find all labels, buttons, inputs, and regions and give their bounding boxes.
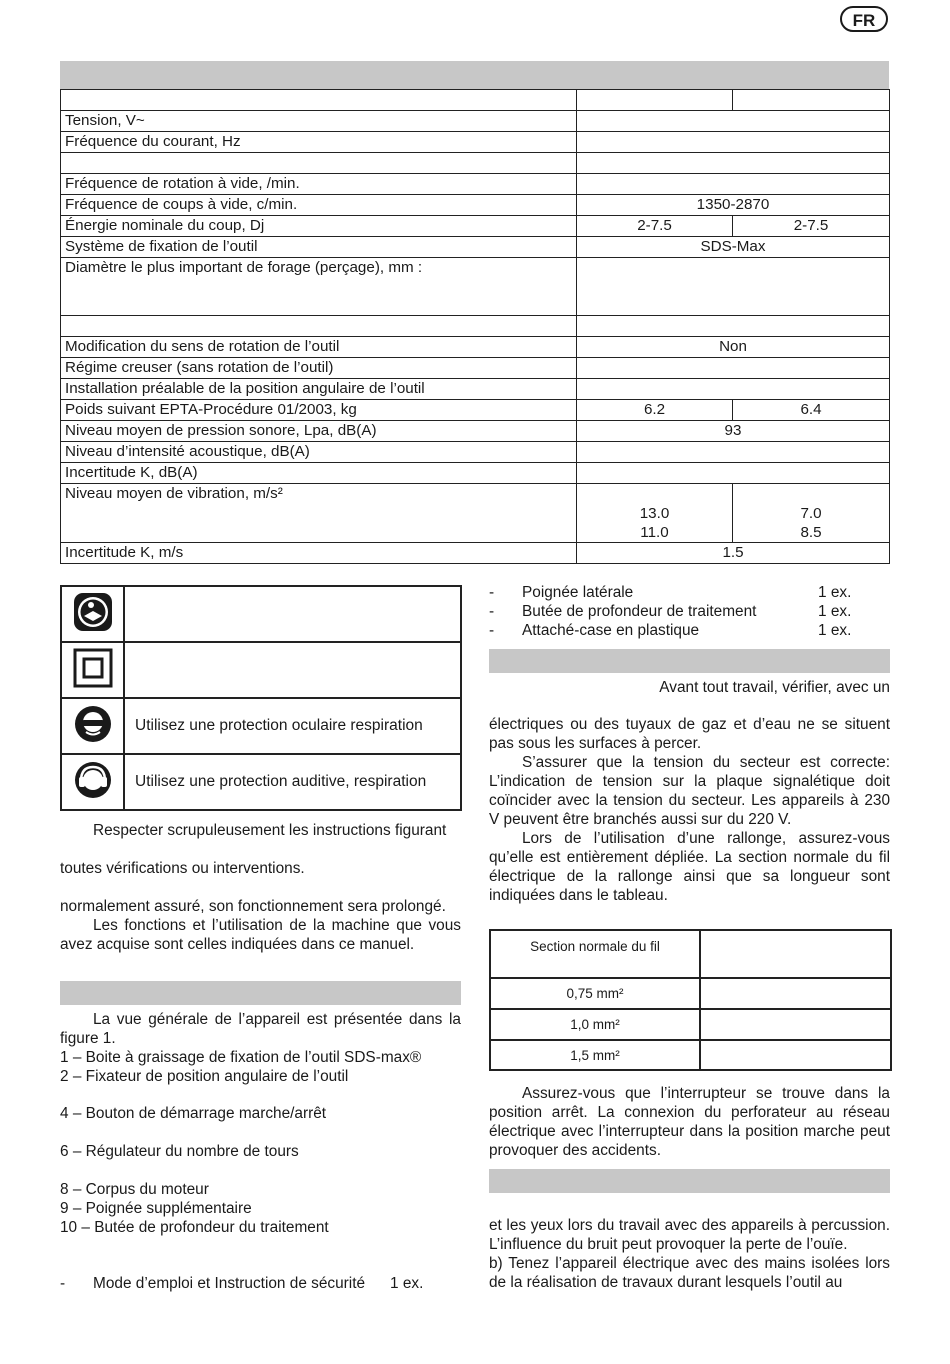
spec-value bbox=[577, 174, 890, 195]
spec-label: Tension, V~ bbox=[61, 111, 577, 132]
paragraph-line: toutes vérifications ou interventions. bbox=[60, 860, 305, 877]
spec-label: Installation préalable de la position angulaire de l’outil bbox=[61, 379, 577, 400]
language-badge: FR bbox=[840, 6, 888, 32]
table-row bbox=[61, 484, 890, 543]
spec-label: Fréquence de rotation à vide, /min. bbox=[61, 174, 577, 195]
spec-value bbox=[577, 258, 890, 316]
table-row bbox=[61, 195, 890, 216]
table-row bbox=[61, 111, 890, 132]
parts-list-item: 2 – Fixateur de position angulaire de l’outil bbox=[60, 1068, 349, 1085]
spec-value: 6.4 bbox=[733, 400, 890, 421]
spec-label: Régime creuser (sans rotation de l’outil) bbox=[61, 358, 577, 379]
paragraph: Assurez-vous que l’interrupteur se trouve dans la position arrêt. La connexion du perforateur au réseau électrique avec l’interrupteur dans la position marche peut provoquer des accidents. bbox=[489, 1085, 890, 1159]
wire-table-cell: 1,5 mm² bbox=[490, 1040, 700, 1070]
table-row bbox=[61, 216, 890, 237]
accessory-name: Poignée latérale bbox=[522, 584, 634, 601]
parts-list-item: 8 – Corpus du moteur bbox=[60, 1181, 209, 1198]
symbol-description: Utilisez une protection auditive, respiration bbox=[124, 754, 461, 810]
double-insulation-icon bbox=[61, 642, 124, 698]
spec-value: 7.0 bbox=[800, 505, 822, 522]
accessory-qty: 1 ex. bbox=[818, 584, 852, 601]
spec-value: 1350-2870 bbox=[577, 195, 890, 216]
section-bar-specs bbox=[60, 61, 889, 89]
spec-label bbox=[61, 90, 577, 111]
spec-label: Poids suivant EPTA-Procédure 01/2003, kg bbox=[61, 400, 577, 421]
spec-value: 8.5 bbox=[800, 524, 822, 541]
spec-value-cell bbox=[577, 484, 733, 543]
section-bar-safety bbox=[489, 649, 890, 673]
spec-label: Niveau d’intensité acoustique, dB(A) bbox=[61, 442, 577, 463]
spec-value bbox=[577, 111, 890, 132]
spec-label bbox=[61, 316, 577, 337]
accessory-name: Butée de profondeur de traitement bbox=[522, 603, 757, 620]
spec-value bbox=[577, 90, 733, 111]
symbol-description: Utilisez une protection oculaire respiration bbox=[124, 698, 461, 754]
table-row bbox=[61, 463, 890, 484]
spec-label: Niveau moyen de pression sonore, Lpa, dB(A) bbox=[61, 421, 577, 442]
spec-value bbox=[577, 132, 890, 153]
spec-value bbox=[577, 442, 890, 463]
spec-label: Incertitude K, dB(A) bbox=[61, 463, 577, 484]
paragraph: Lors de l’utilisation d’une rallonge, assurez-vous qu’elle est entièrement dépliée. La section normale du fil électrique de la rallonge ainsi que sa longueur sont indiquées dans le tableau. bbox=[489, 830, 890, 904]
parts-list-item: 6 – Régulateur du nombre de tours bbox=[60, 1143, 299, 1160]
table-row bbox=[61, 153, 890, 174]
specifications-table bbox=[60, 89, 890, 564]
table-row bbox=[61, 543, 890, 564]
spec-value: 2-7.5 bbox=[577, 216, 733, 237]
spec-label: Système de fixation de l’outil bbox=[61, 237, 577, 258]
wire-table-cell bbox=[700, 978, 891, 1009]
spec-label: Fréquence de coups à vide, c/min. bbox=[61, 195, 577, 216]
accessory-name: Mode d’emploi et Instruction de sécurité bbox=[93, 1275, 366, 1292]
paragraph: électriques ou des tuyaux de gaz et d’eau ne se situent pas sous les surfaces à percer. bbox=[489, 716, 890, 752]
spec-label: Modification du sens de rotation de l’outil bbox=[61, 337, 577, 358]
paragraph-line: Avant tout travail, vérifier, avec un bbox=[659, 679, 890, 696]
table-row bbox=[61, 421, 890, 442]
spec-value: 11.0 bbox=[640, 524, 669, 541]
accessory-name: Attaché-case en plastique bbox=[522, 622, 700, 639]
spec-value: 2-7.5 bbox=[733, 216, 890, 237]
paragraph: Les fonctions et l’utilisation de la machine que vous avez acquise sont celles indiquées dans ce manuel. bbox=[60, 917, 461, 953]
paragraph: et les yeux lors du travail avec des appareils à percussion. L’influence du bruit peut provoquer la perte de l’ouïe. bbox=[489, 1217, 890, 1253]
spec-label: Énergie nominale du coup, Dj bbox=[61, 216, 577, 237]
paragraph: S’assurer que la tension du secteur est correcte: L’indication de tension sur la plaque signalétique doit coïncider avec la tension du secteur. Les appareils à 230 V peuvent être branchés aussi sur du 220 V. bbox=[489, 754, 890, 828]
table-row bbox=[61, 237, 890, 258]
wire-table-header: Section normale du fil bbox=[490, 930, 700, 978]
accessory-qty: 1 ex. bbox=[390, 1275, 424, 1292]
spec-label: Niveau moyen de vibration, m/s² bbox=[61, 484, 577, 543]
symbols-table bbox=[60, 585, 462, 811]
spec-value: SDS-Max bbox=[577, 237, 890, 258]
spec-value bbox=[577, 379, 890, 400]
spec-label: Fréquence du courant, Hz bbox=[61, 132, 577, 153]
eye-protection-icon bbox=[61, 698, 124, 754]
spec-value: 6.2 bbox=[577, 400, 733, 421]
accessory-dash: - bbox=[489, 584, 495, 601]
symbol-description bbox=[124, 586, 461, 642]
table-row bbox=[61, 337, 890, 358]
spec-value bbox=[577, 153, 890, 174]
table-row bbox=[61, 379, 890, 400]
table-row bbox=[61, 698, 461, 754]
wire-section-table bbox=[489, 929, 892, 1071]
ear-protection-icon bbox=[61, 754, 124, 810]
section-bar-description bbox=[60, 981, 461, 1005]
paragraph-line: normalement assuré, son fonctionnement sera prolongé. bbox=[60, 898, 446, 915]
table-row bbox=[61, 258, 890, 316]
table-row bbox=[61, 358, 890, 379]
paragraph: Respecter scrupuleusement les instructions figurant bbox=[93, 822, 447, 839]
accessory-qty: 1 ex. bbox=[818, 603, 852, 620]
wire-table-cell: 1,0 mm² bbox=[490, 1009, 700, 1040]
read-manual-icon bbox=[61, 586, 124, 642]
spec-value: 13.0 bbox=[639, 505, 670, 522]
wire-table-cell bbox=[700, 930, 891, 978]
table-row bbox=[61, 174, 890, 195]
table-row bbox=[490, 930, 891, 978]
accessory-dash: - bbox=[489, 603, 495, 620]
table-row bbox=[490, 978, 891, 1009]
accessory-dash: - bbox=[489, 622, 495, 639]
spec-value: Non bbox=[577, 337, 890, 358]
symbol-description bbox=[124, 642, 461, 698]
table-row bbox=[61, 316, 890, 337]
paragraph: La vue générale de l’appareil est présentée dans la figure 1. bbox=[60, 1011, 461, 1047]
table-row bbox=[61, 442, 890, 463]
table-row bbox=[61, 586, 461, 642]
spec-label: Incertitude K, m/s bbox=[61, 543, 577, 564]
table-row bbox=[61, 642, 461, 698]
paragraph: b) Tenez l’appareil électrique avec des mains isolées lors de la réalisation de travaux durant lesquels l’outil au bbox=[489, 1255, 890, 1291]
accessory-qty: 1 ex. bbox=[818, 622, 852, 639]
parts-list-item: 9 – Poignée supplémentaire bbox=[60, 1200, 252, 1217]
table-row bbox=[490, 1009, 891, 1040]
section-bar-work-safety bbox=[489, 1169, 890, 1193]
spec-value: 1.5 bbox=[577, 543, 890, 564]
accessory-dash: - bbox=[60, 1275, 66, 1292]
spec-value-cell bbox=[733, 484, 890, 543]
parts-list-item: 10 – Butée de profondeur du traitement bbox=[60, 1219, 329, 1236]
table-row bbox=[61, 400, 890, 421]
spec-value bbox=[577, 463, 890, 484]
spec-label: Diamètre le plus important de forage (perçage), mm : bbox=[61, 258, 577, 316]
table-row bbox=[61, 754, 461, 810]
wire-table-cell: 0,75 mm² bbox=[490, 978, 700, 1009]
wire-table-cell bbox=[700, 1040, 891, 1070]
spec-value bbox=[577, 358, 890, 379]
spec-value bbox=[733, 90, 890, 111]
table-row bbox=[490, 1040, 891, 1070]
parts-list-item: 4 – Bouton de démarrage marche/arrêt bbox=[60, 1105, 327, 1122]
table-row bbox=[61, 90, 890, 111]
table-row bbox=[61, 132, 890, 153]
parts-list-item: 1 – Boite à graissage de fixation de l’outil SDS-max® bbox=[60, 1049, 422, 1066]
wire-table-cell bbox=[700, 1009, 891, 1040]
spec-value: 93 bbox=[577, 421, 890, 442]
spec-label bbox=[61, 153, 577, 174]
spec-value bbox=[577, 316, 890, 337]
